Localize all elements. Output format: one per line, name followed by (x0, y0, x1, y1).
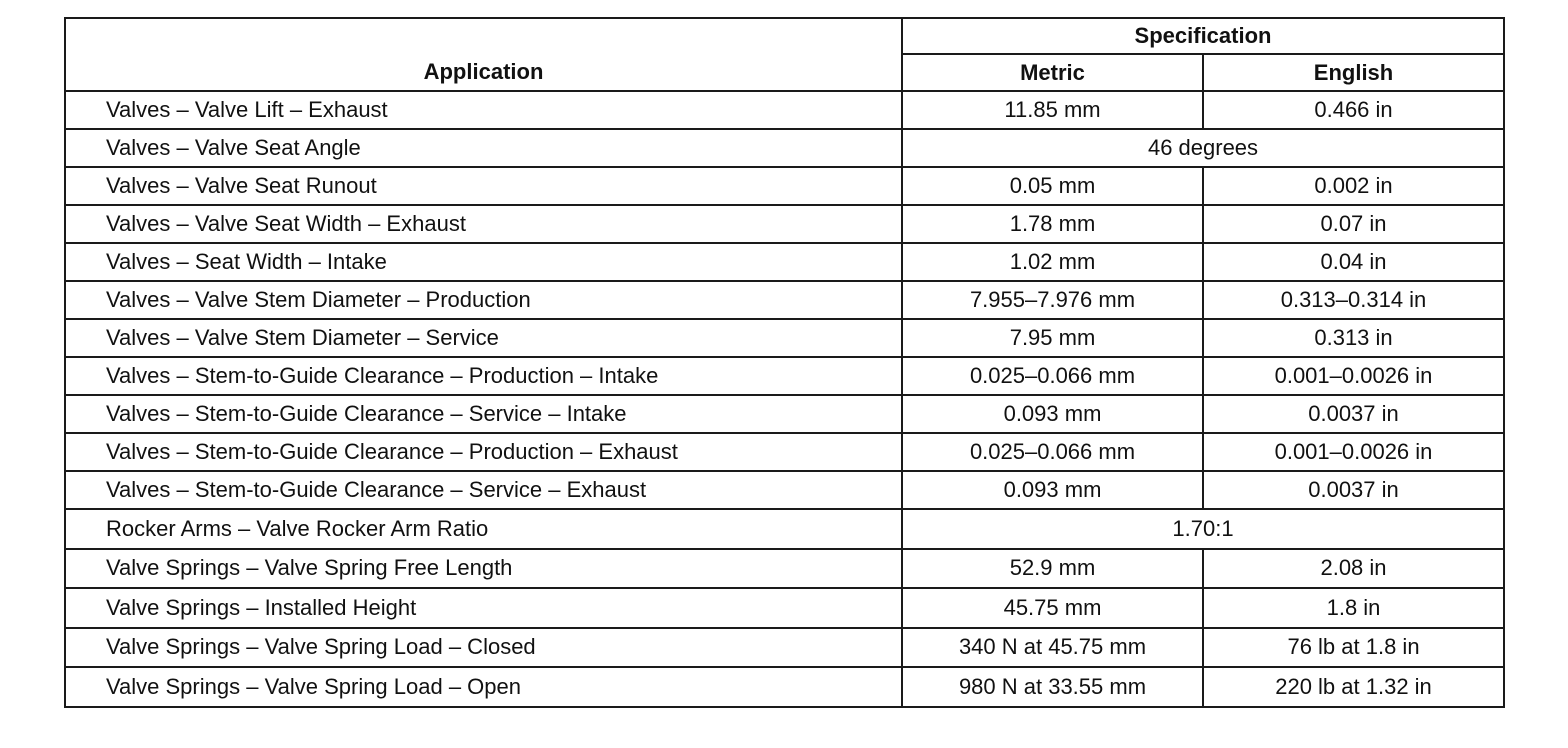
metric-cell: 0.025–0.066 mm (902, 433, 1203, 471)
table-row (65, 205, 1504, 243)
table-row (65, 471, 1504, 509)
table-row (65, 667, 1504, 707)
english-cell: 76 lb at 1.8 in (1203, 628, 1504, 668)
application-cell: Valves – Stem-to-Guide Clearance – Production – Intake (65, 357, 902, 395)
application-header: Application (65, 18, 902, 91)
metric-cell: 7.955–7.976 mm (902, 281, 1203, 319)
table-row (65, 509, 1504, 549)
metric-cell: 7.95 mm (902, 319, 1203, 357)
english-cell: 220 lb at 1.32 in (1203, 667, 1504, 707)
application-cell: Valves – Valve Stem Diameter – Service (65, 319, 902, 357)
application-cell: Valves – Valve Seat Runout (65, 167, 902, 205)
table-row (65, 129, 1504, 167)
english-cell: 2.08 in (1203, 549, 1504, 589)
table-row (65, 91, 1504, 129)
specification-table (64, 17, 1505, 708)
english-cell: 0.002 in (1203, 167, 1504, 205)
application-cell: Valves – Valve Seat Angle (65, 129, 902, 167)
application-cell: Valve Springs – Installed Height (65, 588, 902, 628)
table-row (65, 167, 1504, 205)
table-row (65, 319, 1504, 357)
metric-cell: 0.093 mm (902, 471, 1203, 509)
metric-cell: 0.025–0.066 mm (902, 357, 1203, 395)
metric-cell: 340 N at 45.75 mm (902, 628, 1203, 668)
application-cell: Valves – Stem-to-Guide Clearance – Service – Exhaust (65, 471, 902, 509)
english-cell: 0.0037 in (1203, 471, 1504, 509)
application-cell: Valve Springs – Valve Spring Load – Open (65, 667, 902, 707)
english-cell: 0.313 in (1203, 319, 1504, 357)
table-row (65, 433, 1504, 471)
application-cell: Rocker Arms – Valve Rocker Arm Ratio (65, 509, 902, 549)
table-row (65, 588, 1504, 628)
metric-cell: 1.02 mm (902, 243, 1203, 281)
application-cell: Valve Springs – Valve Spring Load – Closed (65, 628, 902, 668)
english-cell: 0.04 in (1203, 243, 1504, 281)
application-cell: Valves – Valve Stem Diameter – Production (65, 281, 902, 319)
metric-cell: 11.85 mm (902, 91, 1203, 129)
application-cell: Valves – Valve Lift – Exhaust (65, 91, 902, 129)
spec-rows (65, 91, 1504, 707)
english-cell: 0.001–0.0026 in (1203, 433, 1504, 471)
metric-cell: 1.78 mm (902, 205, 1203, 243)
specification-header: Specification (902, 18, 1504, 54)
english-cell: 0.0037 in (1203, 395, 1504, 433)
application-cell: Valves – Seat Width – Intake (65, 243, 902, 281)
english-cell: 1.8 in (1203, 588, 1504, 628)
application-cell: Valves – Valve Seat Width – Exhaust (65, 205, 902, 243)
application-cell: Valves – Stem-to-Guide Clearance – Production – Exhaust (65, 433, 902, 471)
metric-cell: 45.75 mm (902, 588, 1203, 628)
metric-cell: 52.9 mm (902, 549, 1203, 589)
english-cell: 0.313–0.314 in (1203, 281, 1504, 319)
application-cell: Valve Springs – Valve Spring Free Length (65, 549, 902, 589)
table-row (65, 357, 1504, 395)
english-cell: 0.466 in (1203, 91, 1504, 129)
table-row (65, 281, 1504, 319)
english-header: English (1203, 54, 1504, 91)
table-row (65, 628, 1504, 668)
merged-spec-cell: 46 degrees (902, 129, 1504, 167)
merged-spec-cell: 1.70:1 (902, 509, 1504, 549)
table-row (65, 549, 1504, 589)
table-row (65, 395, 1504, 433)
metric-header: Metric (902, 54, 1203, 91)
english-cell: 0.001–0.0026 in (1203, 357, 1504, 395)
metric-cell: 980 N at 33.55 mm (902, 667, 1203, 707)
english-cell: 0.07 in (1203, 205, 1504, 243)
metric-cell: 0.05 mm (902, 167, 1203, 205)
metric-cell: 0.093 mm (902, 395, 1203, 433)
table-row (65, 243, 1504, 281)
application-cell: Valves – Stem-to-Guide Clearance – Service – Intake (65, 395, 902, 433)
